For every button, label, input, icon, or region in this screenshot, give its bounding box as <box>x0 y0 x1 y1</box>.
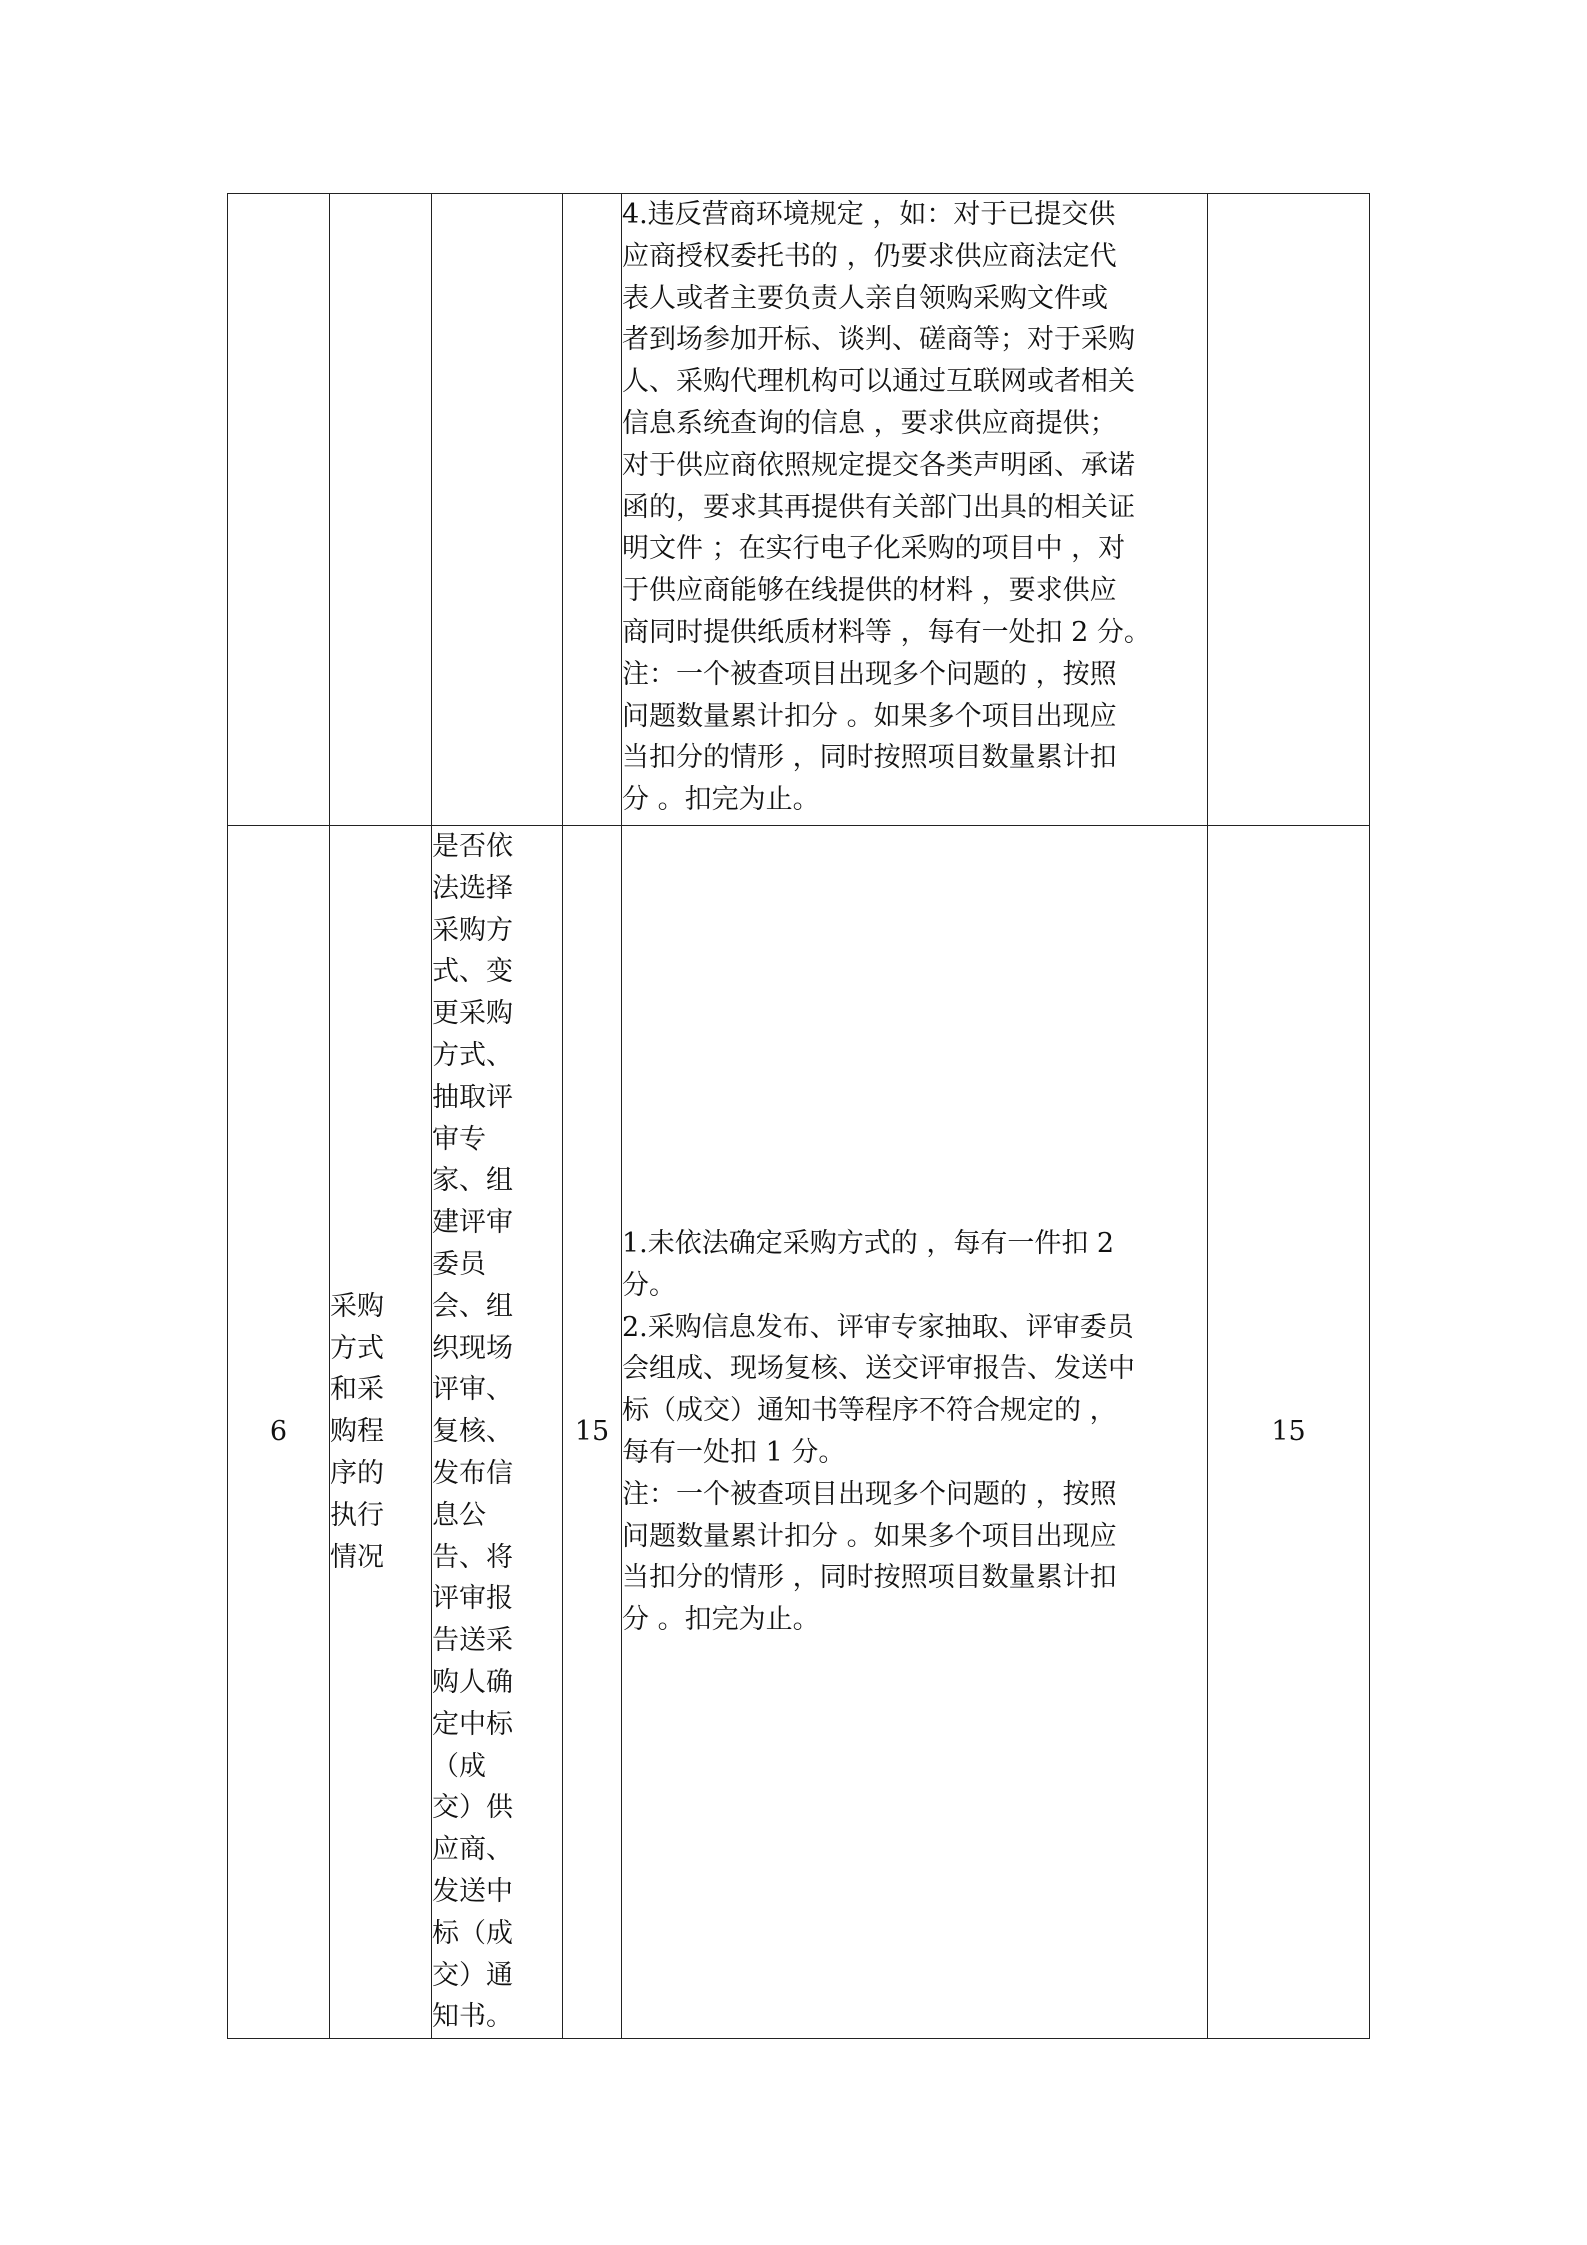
item-name-line: 采购 <box>330 1290 384 1322</box>
check-content-line: 发布信 <box>432 1457 513 1489</box>
item-name-line: 执行 <box>330 1499 384 1531</box>
criteria-line: 1.未依法确定采购方式的 ，每有一件扣 2 <box>622 1228 1115 1260</box>
criteria-cell <box>622 826 1208 2039</box>
criteria-line: 表人或者主要负责人亲自领购采购文件或 <box>622 282 1108 314</box>
criteria-note-line: 当扣分的情形 ，同时按照项目数量累计扣 <box>622 742 1117 774</box>
check-content-line: 会、组 <box>432 1290 513 1322</box>
check-content-line: 审专 <box>432 1123 486 1155</box>
check-content-line: （成 <box>432 1750 486 1782</box>
criteria-line: 明文件 ；在实行电子化采购的项目中 ，对 <box>622 533 1126 565</box>
table-row-6 <box>228 826 1370 2039</box>
check-content-line: 委员 <box>432 1248 486 1280</box>
criteria-line: 每有一处扣 1 分。 <box>622 1437 846 1469</box>
criteria-line: 4.违反营商环境规定 ，如：对于已提交供 <box>622 199 1116 230</box>
check-content-line: 购人确 <box>432 1666 513 1698</box>
check-content-line: 交）供 <box>432 1792 513 1824</box>
item-name-line: 情况 <box>330 1541 384 1573</box>
final-score-cell <box>1208 194 1370 826</box>
criteria-line: 会组成、现场复核、送交评审报告、发送中 <box>622 1353 1135 1385</box>
check-content-line: 家、组 <box>432 1165 513 1197</box>
check-content-line: 复核、 <box>432 1416 513 1448</box>
criteria-line: 应商授权委托书的 ，仍要求供应商法定代 <box>622 240 1117 272</box>
check-content-line: 建评审 <box>432 1207 513 1239</box>
check-content-line: 应商、 <box>432 1834 513 1866</box>
criteria-cell <box>622 194 1208 826</box>
item-name-line: 序的 <box>330 1457 384 1489</box>
check-content-line: 采购方 <box>432 914 513 946</box>
criteria-note-line: 注：一个被查项目出现多个问题的 ，按照 <box>622 1478 1117 1510</box>
item-name-line: 方式 <box>330 1332 384 1364</box>
check-content-line: 标（成 <box>432 1917 513 1949</box>
score-cell: 15 <box>563 826 622 2039</box>
criteria-note-line: 分 。扣完为止。 <box>622 784 820 816</box>
check-content-line: 发送中 <box>432 1875 513 1907</box>
item-cell <box>330 194 432 826</box>
criteria-note-line: 注：一个被查项目出现多个问题的 ，按照 <box>622 658 1117 690</box>
check-content-line: 评审报 <box>432 1583 513 1615</box>
check-content-line: 息公 <box>432 1499 486 1531</box>
check-content-line: 是否依 <box>432 831 513 862</box>
criteria-note-line: 当扣分的情形 ，同时按照项目数量累计扣 <box>622 1562 1117 1594</box>
check-content-line: 评审、 <box>432 1374 513 1406</box>
criteria-note-line: 问题数量累计扣分 。如果多个项目出现应 <box>622 1520 1117 1552</box>
check-content-line: 方式、 <box>432 1039 513 1071</box>
row-number: 6 <box>228 826 330 2039</box>
criteria-line: 2.采购信息发布、评审专家抽取、评审委员 <box>622 1311 1134 1343</box>
criteria-line: 信息系统查询的信息 ，要求供应商提供； <box>622 407 1117 439</box>
criteria-line: 分。 <box>622 1269 676 1301</box>
check-content-line: 法选择 <box>432 872 513 904</box>
criteria-line: 对于供应商依照规定提交各类声明函、承诺 <box>622 449 1135 481</box>
item-name-line: 和采 <box>330 1374 384 1406</box>
number-cell <box>228 194 330 826</box>
criteria-note-line: 问题数量累计扣分 。如果多个项目出现应 <box>622 700 1117 732</box>
check-content-line: 织现场 <box>432 1332 513 1364</box>
check-content-line: 知书。 <box>432 2001 513 2033</box>
check-content-line: 更采购 <box>432 998 513 1030</box>
check-content-line: 告、将 <box>432 1541 513 1573</box>
content-cell <box>432 194 563 826</box>
criteria-line: 者到场参加开标、谈判、磋商等；对于采购 <box>622 324 1135 356</box>
criteria-line: 函的，要求其再提供有关部门出具的相关证 <box>622 491 1135 523</box>
final-score-cell: 15 <box>1208 826 1370 2039</box>
criteria-note-line: 分 。扣完为止。 <box>622 1604 820 1636</box>
item-name-cell <box>330 826 432 2039</box>
check-content-cell <box>432 826 563 2039</box>
check-content-line: 告送采 <box>432 1625 513 1657</box>
score-cell <box>563 194 622 826</box>
item-name-line: 购程 <box>330 1416 384 1448</box>
scoring-table <box>227 193 1370 2039</box>
criteria-line: 商同时提供纸质材料等 ，每有一处扣 2 分。 <box>622 616 1151 648</box>
check-content-line: 式、变 <box>432 956 513 988</box>
criteria-line: 人、采购代理机构可以通过互联网或者相关 <box>622 366 1135 398</box>
check-content-line: 定中标 <box>432 1708 513 1740</box>
table-row-continuation <box>228 194 1370 826</box>
criteria-line: 标（成交）通知书等程序不符合规定的 ， <box>622 1395 1117 1427</box>
check-content-line: 交）通 <box>432 1959 513 1991</box>
criteria-line: 于供应商能够在线提供的材料 ，要求供应 <box>622 575 1117 607</box>
check-content-line: 抽取评 <box>432 1081 513 1113</box>
